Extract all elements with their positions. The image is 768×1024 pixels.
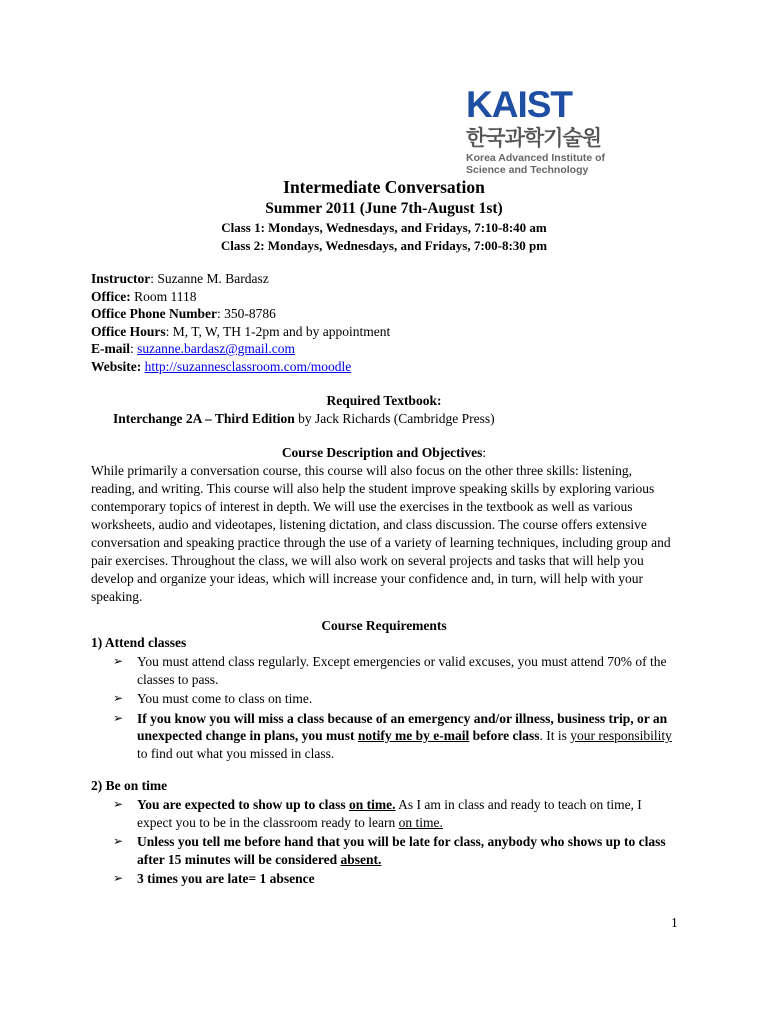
bullet-underlined-text-2: your responsibility (570, 728, 672, 743)
description-heading-colon: : (482, 445, 487, 460)
description-body: While primarily a conversation course, this course will also focus on the other three skills: listening, reading, and writing. This course will also help the student improve speaking skills by exploring various contemporary topics of interest in depth. We will use the exercises in the textbook as well as various worksheets, audio and videotapes, listening dictation, and class discussion. The course offers extensive conversation and speaking practice through the use of a variety of learning techniques, including group and pair exercises. Throughout the class, we will also work on several projects and tasks that will help you develop and organize your ideas, which will increase your confidence and, in turn, will help with your speaking. (91, 463, 671, 604)
logo-subtitle-line1: Korea Advanced Institute of (466, 152, 606, 164)
description-heading-wrap (0, 445, 768, 461)
office-value: Room 1118 (130, 288, 197, 304)
textbook-line (113, 411, 495, 427)
bullet-bold-text: If you know you will miss a class because of an emergency and/or illness, business trip, or an unexpected change in plans, you must (137, 710, 668, 743)
description-heading: Course Description and Objectives (281, 445, 483, 460)
hours-value: : M, T, W, TH 1-2pm and by appointment (165, 323, 391, 339)
textbook-title: Interchange 2A – Third Edition (113, 411, 295, 426)
instructor-info (91, 270, 691, 375)
bullet-plain-text-2: to find out what you missed in class. (137, 745, 335, 761)
email-label: E-mail (91, 341, 130, 356)
bullet-plain-text: . It is (539, 728, 571, 743)
list-item (113, 870, 673, 888)
course-term: Summer 2011 (June 7th-August 1st) (265, 200, 503, 217)
section1-title: 1) Attend classes (91, 635, 187, 650)
bullet-plain-text: As I am in class and ready to teach on time, I expect you to be in the classroom ready to learn (137, 797, 642, 830)
class2-schedule: Class 2: Mondays, Wednesdays, and Fridays, 7:00-8:30 pm (220, 238, 548, 253)
hours-label: Office Hours (91, 323, 166, 339)
requirements-heading: Course Requirements (321, 618, 447, 633)
list-item (113, 710, 673, 763)
bullet-bold-text: 3 times you are late= 1 absence (137, 871, 315, 886)
email-row (91, 340, 691, 358)
bullet-underlined-text: notify me by e-mail (357, 728, 470, 743)
instructor-value: : Suzanne M. Bardasz (150, 271, 269, 286)
list-item (113, 796, 673, 831)
phone-row (91, 305, 691, 323)
bullet-bold-text-2: before class (469, 728, 540, 743)
bullet-arrow-icon: ➢ (113, 654, 124, 668)
office-label: Office: (91, 288, 131, 304)
list-item (113, 690, 673, 708)
course-title: Intermediate Conversation (283, 177, 485, 197)
phone-value: : 350-8786 (216, 306, 276, 321)
bullet-arrow-icon: ➢ (113, 710, 124, 725)
page-number: 1 (671, 915, 678, 930)
logo-wordmark: KAIST (466, 84, 572, 125)
bullet-text: You must attend class regularly. Except emergencies or valid excuses, you must attend 70% of the classes to pass. (137, 654, 667, 687)
section2-title: 2) Be on time (91, 778, 168, 793)
logo-subtitle-line2: Science and Technology (466, 164, 589, 176)
hours-row (91, 323, 691, 341)
instructor-row (91, 270, 691, 288)
email-link[interactable]: suzanne.bardasz@gmail.com (137, 341, 296, 356)
bullet-underlined-text: on time. (349, 797, 396, 812)
section1-list (113, 653, 673, 764)
list-item (113, 653, 673, 688)
textbook-heading: Required Textbook: (326, 393, 442, 408)
website-link[interactable]: http://suzannesclassroom.com/moodle (144, 358, 352, 374)
bullet-arrow-icon: ➢ (113, 834, 124, 848)
bullet-underlined-text-2: on time. (398, 814, 443, 830)
office-row (91, 288, 691, 306)
bullet-text: You must come to class on time. (137, 691, 313, 706)
website-label: Website: (91, 358, 142, 374)
instructor-label: Instructor (91, 271, 151, 286)
bullet-arrow-icon: ➢ (113, 797, 124, 811)
bullet-arrow-icon: ➢ (113, 871, 124, 885)
bullet-underlined-text: absent. (340, 851, 382, 867)
email-separator: : (130, 341, 138, 356)
list-item (113, 833, 673, 868)
bullet-bold-text: Unless you tell me before hand that you will be late for class, anybody who shows up to class after 15 minutes will be considered (137, 834, 666, 867)
bullet-arrow-icon: ➢ (113, 691, 124, 705)
website-row (91, 358, 691, 376)
kaist-logo (466, 84, 626, 176)
class1-schedule: Class 1: Mondays, Wednesdays, and Fridays, 7:10-8:40 am (221, 220, 547, 235)
logo-korean-text: 한국과학기술원 (466, 126, 602, 150)
phone-label: Office Phone Number (91, 306, 217, 321)
textbook-author: by Jack Richards (Cambridge Press) (294, 411, 495, 426)
bullet-bold-text: You are expected to show up to class (137, 797, 349, 812)
section2-list (113, 796, 673, 890)
